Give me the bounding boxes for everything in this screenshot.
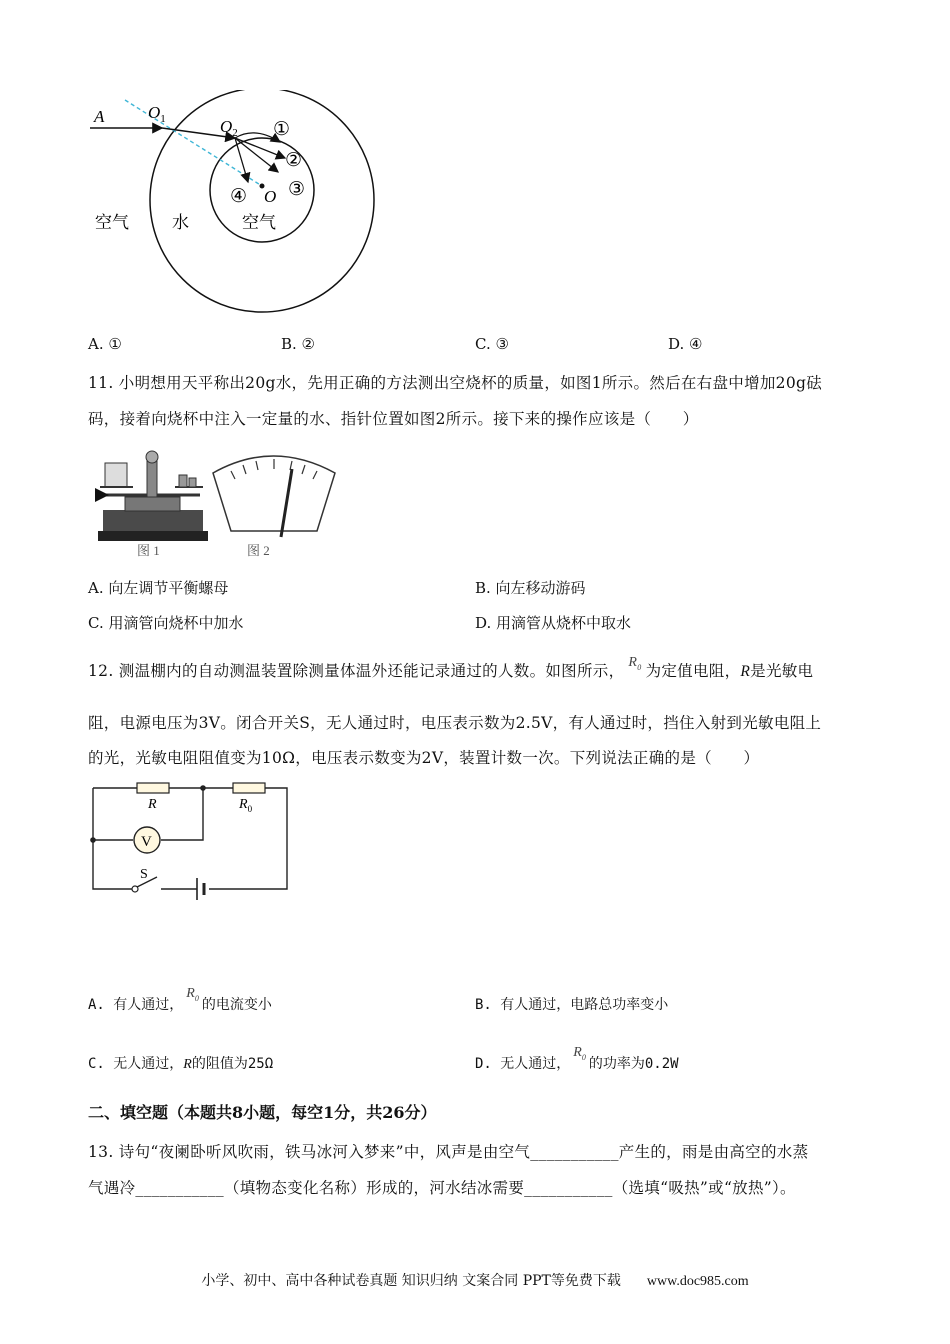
q12-line1-part-a: 12. 测温棚内的自动测温装置除测量体温外还能记录通过的人数。如图所示， (88, 662, 625, 680)
q11-option-b[interactable]: B. 向左移动游码 (475, 579, 586, 597)
fig2-caption: 图 2 (247, 543, 270, 558)
q12-option-c[interactable] (88, 1053, 273, 1073)
q12-option-c-suffix: 的阻值为25Ω (191, 1056, 274, 1072)
q12-option-d-prefix: D. 无人通过， (475, 1056, 571, 1072)
q12-line1-part-b: 为定值电阻， (645, 662, 741, 680)
q13-text-line2: 气遇冷___________（填物态变化名称）形成的，河水结冰需要___________（选填“吸热”或“放热”）。 (88, 1179, 796, 1197)
footer-url[interactable]: www.doc985.com (646, 1274, 749, 1289)
ray-path-3 (235, 138, 278, 172)
footer-text: 小学、初中、高中各种试卷真题 知识归纳 文案合同 PPT等免费下载 (201, 1273, 621, 1289)
region-water: 水 (172, 213, 189, 232)
circuit-diagram (85, 778, 300, 908)
q12-text-line1 (88, 655, 814, 682)
page-footer (0, 1270, 950, 1290)
outer-circle (150, 90, 374, 312)
q12-r0-symbol: $R_0$ (628, 655, 642, 672)
region-outer-air: 空气 (95, 213, 129, 232)
q11-text-line2: 码，接着向烧杯中注入一定量的水、指针位置如图2所示。接下来的操作应该是（ ） (88, 410, 699, 428)
fig1-caption: 图 1 (137, 543, 160, 558)
q12-option-d[interactable] (475, 1045, 679, 1074)
q12-option-c-r: R (183, 1057, 192, 1072)
q12-option-d-suffix: 的功率为0.2W (588, 1056, 679, 1072)
label-o1: $O_1$ (148, 103, 166, 125)
q12-option-a-r0: $R_0$ (186, 986, 199, 1003)
q12-text-line3: 的光，光敏电阻阻值变为10Ω，电压表示数变为2V，装置计数一次。下列说法正确的是（ ） (88, 749, 760, 767)
q10-option-a[interactable]: A. ① (88, 335, 122, 353)
q12-option-d-r0: $R_0$ (573, 1045, 586, 1062)
resistor-r-label: R (148, 797, 157, 812)
label-a: A (94, 107, 105, 126)
q12-option-a-suffix: 的电流变小 (201, 997, 272, 1013)
q12-option-a[interactable] (88, 986, 272, 1015)
ray-label-1: ① (273, 119, 291, 140)
q10-option-d[interactable]: D. ④ (668, 335, 703, 353)
q12-option-b[interactable]: B. 有人通过，电路总功率变小 (475, 997, 669, 1013)
ray-label-3: ③ (288, 179, 306, 200)
ray-label-2: ② (285, 150, 303, 171)
voltmeter-label: V (141, 834, 152, 850)
q10-option-b[interactable]: B. ② (281, 335, 316, 353)
resistor-r0-label: $R_0$ (239, 797, 253, 814)
q12-option-a-prefix: A. 有人通过， (88, 997, 184, 1013)
region-inner-air: 空气 (242, 213, 276, 232)
balance-figure (95, 445, 340, 560)
section-2-title: 二、填空题（本题共8小题，每空1分，共26分） (88, 1103, 437, 1122)
q11-option-a[interactable]: A. 向左调节平衡螺母 (88, 579, 229, 597)
ray-label-4: ④ (230, 186, 248, 207)
q11-option-c[interactable]: C. 用滴管向烧杯中加水 (88, 614, 244, 632)
switch-label: S (140, 867, 148, 882)
q12-option-c-prefix: C. 无人通过， (88, 1056, 184, 1072)
resistor-r (137, 783, 169, 793)
q11-option-d[interactable]: D. 用滴管从烧杯中取水 (475, 614, 632, 632)
q12-line1-part-c: 是光敏电 (750, 662, 814, 680)
q11-text-line1: 11. 小明想用天平称出20g水，先用正确的方法测出空烧杯的质量，如图1所示。然后在右盘中增加20g砝 (88, 374, 823, 392)
ray-path-4 (235, 138, 248, 182)
q12-text-line2: 阻，电源电压为3V。闭合开关S，无人通过时，电压表示数为2.5V，有人通过时，挡住入射到光敏电阻上 (88, 714, 822, 732)
label-o2: $O_2$ (220, 117, 238, 139)
q13-text-line1: 13. 诗句“夜阑卧听风吹雨，铁马冰河入梦来”中，风声是由空气___________产生的，雨是由高空的水蒸 (88, 1143, 809, 1161)
refraction-figure (80, 90, 420, 330)
resistor-r0 (233, 783, 265, 793)
label-o: O (264, 187, 277, 206)
q10-option-c[interactable]: C. ③ (475, 335, 509, 353)
q12-r-symbol: R (740, 663, 751, 680)
